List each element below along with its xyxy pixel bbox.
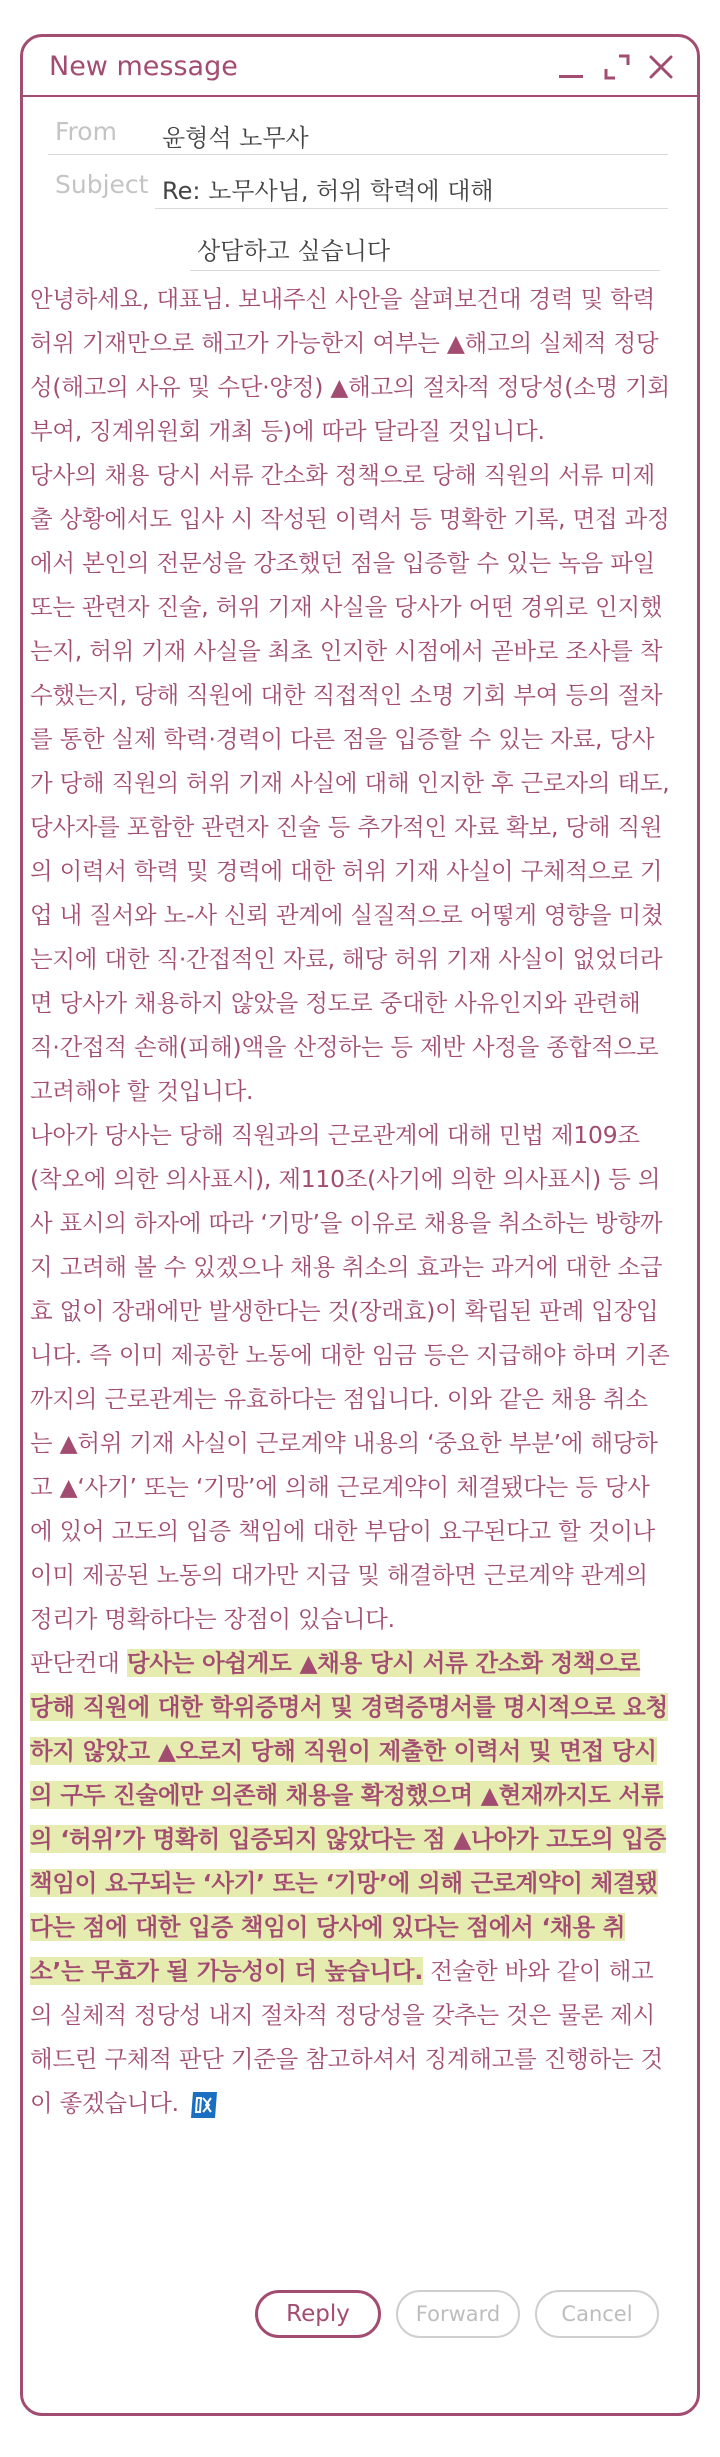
subject-line-1[interactable]: Re: 노무사님, 허위 학력에 대해 — [162, 177, 494, 205]
reply-button[interactable]: Reply — [255, 2290, 381, 2338]
divider — [190, 270, 660, 271]
subject-line-2[interactable]: 상담하고 싶습니다 — [197, 237, 391, 265]
message-body[interactable] — [30, 277, 670, 2125]
from-label: From — [55, 117, 117, 146]
subject-label: Subject — [55, 170, 149, 199]
divider — [155, 208, 668, 209]
body-paragraph — [30, 1641, 670, 2125]
minimize-icon[interactable] — [557, 53, 585, 81]
body-text-suffix: 전술한 바와 같이 해고의 실체적 정당성 내지 절차적 정당성을 갖추는 것은 물론 제시해드린 구체적 판단 기준을 참고하셔서 징계해고를 진행하는 것이 좋겠습니다. — [30, 1957, 663, 2117]
title-bar — [23, 37, 697, 97]
expand-icon[interactable] — [603, 53, 631, 81]
body-paragraph: 나아가 당사는 당해 직원과의 근로관계에 대해 민법 제109조(착오에 의한 의사표시), 제110조(사기에 의한 의사표시) 등 의사 표시의 하자에 따라 ‘기망’을 이유로 채용을 취소하는 방향까지 고려해 볼 수 있겠으나 채용 취소의 효과는 과거에 대한 소급효 없이 장래에만 발생한다는 것(장래효)이 확립된 판례 입장입니다. 즉 이미 제공한 노동에 대한 임금 등은 지급해야 하며 기존까지의 근로관계는 유효하다는 점입니다. 이와 같은 채용 취소는 ▲허위 기재 사실이 근로계약 내용의 ‘중요한 부분’에 해당하고 ▲‘사기’ 또는 ‘기망’에 의해 근로계약이 체결됐다는 등 당사에 있어 고도의 입증 책임에 대한 부담이 요구된다고 할 것이나 이미 제공된 노동의 대가만 지급 및 해결하면 근로계약 관계의 정리가 명확하다는 장점이 있습니다. — [30, 1121, 670, 1633]
highlighted-conclusion: 당사는 아쉽게도 ▲채용 당시 서류 간소화 정책으로 당해 직원에 대한 학위증명서 및 경력증명서를 명시적으로 요청하지 않았고 ▲오로지 당해 직원이 제출한 이력서 및 면접 당시의 구두 진술에만 의존해 채용을 확정했으며 ▲현재까지도 서류의 ‘허위’가 명확히 입증되지 않았다는 점 ▲나아가 고도의 입증 책임이 요구되는 ‘사기’ 또는 ‘기망’에 의해 근로계약이 체결됐다는 점에 대한 입증 책임이 당사에 있다는 점에서 ‘채용 취소’는 무효가 될 가능성이 더 높습니다. — [30, 1649, 668, 1985]
forward-button[interactable]: Forward — [396, 2290, 520, 2338]
brand-logo-icon — [187, 2090, 221, 2120]
cancel-button[interactable]: Cancel — [535, 2290, 659, 2338]
close-icon[interactable] — [647, 53, 675, 81]
body-text-prefix: 판단컨대 — [30, 1649, 127, 1677]
divider — [48, 154, 668, 155]
window-title: New message — [49, 51, 238, 82]
body-paragraph: 안녕하세요, 대표님. 보내주신 사안을 살펴보건대 경력 및 학력 허위 기재만으로 해고가 가능한지 여부는 ▲해고의 실체적 정당성(해고의 사유 및 수단·양정) ▲해고의 절차적 정당성(소명 기회 부여, 징계위원회 개최 등)에 따라 달라질 것입니다. — [30, 285, 670, 445]
body-paragraph: 당사의 채용 당시 서류 간소화 정책으로 당해 직원의 서류 미제출 상황에서도 입사 시 작성된 이력서 등 명확한 기록, 면접 과정에서 본인의 전문성을 강조했던 점을 입증할 수 있는 녹음 파일 또는 관련자 진술, 허위 기재 사실을 당사가 어떤 경위로 인지했는지, 허위 기재 사실을 최초 인지한 시점에서 곧바로 조사를 착수했는지, 당해 직원에 대한 직접적인 소명 기회 부여 등의 절차를 통한 실제 학력·경력이 다른 점을 입증할 수 있는 자료, 당사가 당해 직원의 허위 기재 사실에 대해 인지한 후 근로자의 태도, 당사자를 포함한 관련자 진술 등 추가적인 자료 확보, 당해 직원의 이력서 학력 및 경력에 대한 허위 기재 사실이 구체적으로 기업 내 질서와 노-사 신뢰 관계에 실질적으로 어떻게 영향을 미쳤는지에 대한 직·간접적인 자료, 해당 허위 기재 사실이 없었더라면 당사가 채용하지 않았을 정도로 중대한 사유인지와 관련해 직·간접적 손해(피해)액을 산정하는 등 제반 사정을 종합적으로 고려해야 할 것입니다. — [30, 461, 670, 1105]
from-value[interactable]: 윤형석 노무사 — [162, 124, 309, 152]
